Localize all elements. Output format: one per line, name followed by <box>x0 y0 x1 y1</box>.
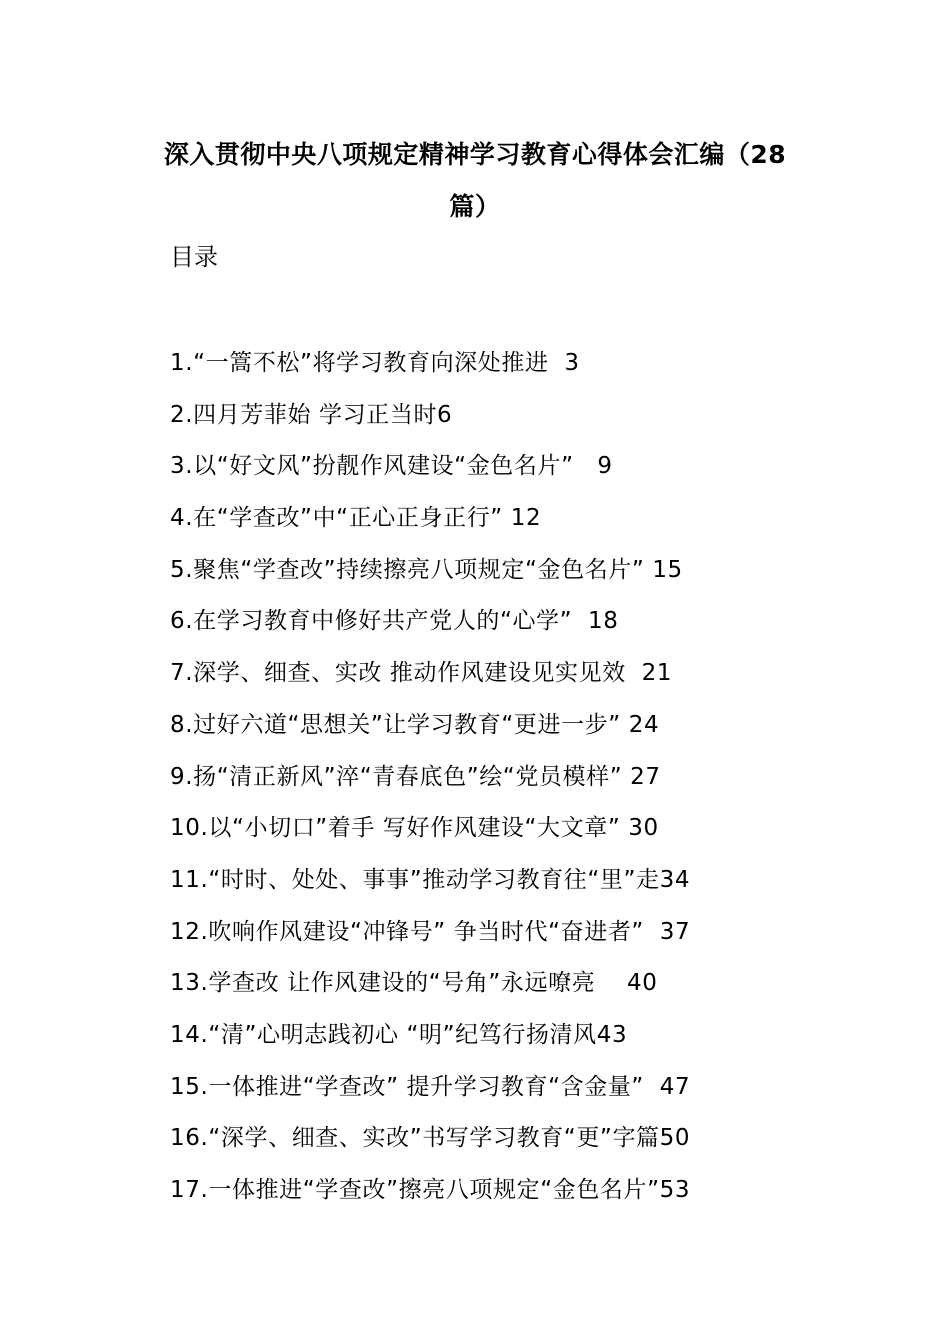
toc-item: 7.深学、细查、实改 推动作风建设见实见效 21 <box>170 660 673 687</box>
toc-item: 11.“时时、处处、事事”推动学习教育往“里”走34 <box>170 866 691 893</box>
toc-item: 10.以“小切口”着手 写好作风建设“大文章” 30 <box>170 815 659 842</box>
toc-item: 15.一体推进“学查改” 提升学习教育“含金量” 47 <box>170 1073 691 1100</box>
document-title-line-2: 篇） <box>449 192 501 221</box>
toc-item: 8.过好六道“思想关”让学习教育“更进一步” 24 <box>170 711 660 738</box>
toc-item: 12.吹响作风建设“冲锋号” 争当时代“奋进者” 37 <box>170 918 691 945</box>
table-of-contents <box>170 348 810 1227</box>
toc-item: 4.在“学查改”中“正心正身正行” 12 <box>170 505 542 532</box>
toc-item: 6.在学习教育中修好共产党人的“心学” 18 <box>170 608 619 635</box>
toc-item: 13.学查改 让作风建设的“号角”永远嘹亮 40 <box>170 970 658 997</box>
toc-item: 17.一体推进“学查改”擦亮八项规定“金色名片”53 <box>170 1177 691 1203</box>
toc-item: 16.“深学、细查、实改”书写学习教育“更”字篇50 <box>170 1125 691 1152</box>
toc-item: 14.“清”心明志践初心 “明”纪笃行扬清风43 <box>170 1021 628 1048</box>
document-title-line-1: 深入贯彻中央八项规定精神学习教育心得体会汇编（28 <box>163 140 787 169</box>
toc-item: 1.“一篙不松”将学习教育向深处推进 3 <box>170 350 580 376</box>
toc-item: 3.以“好文风”扮靓作风建设“金色名片” 9 <box>170 453 613 480</box>
toc-item: 2.四月芳菲始 学习正当时6 <box>170 401 453 428</box>
toc-item: 9.扬“清正新风”淬“青春底色”绘“党员模样” 27 <box>170 763 661 790</box>
toc-item: 5.聚焦“学查改”持续擦亮八项规定“金色名片” 15 <box>170 556 683 583</box>
toc-heading: 目录 <box>170 243 218 271</box>
